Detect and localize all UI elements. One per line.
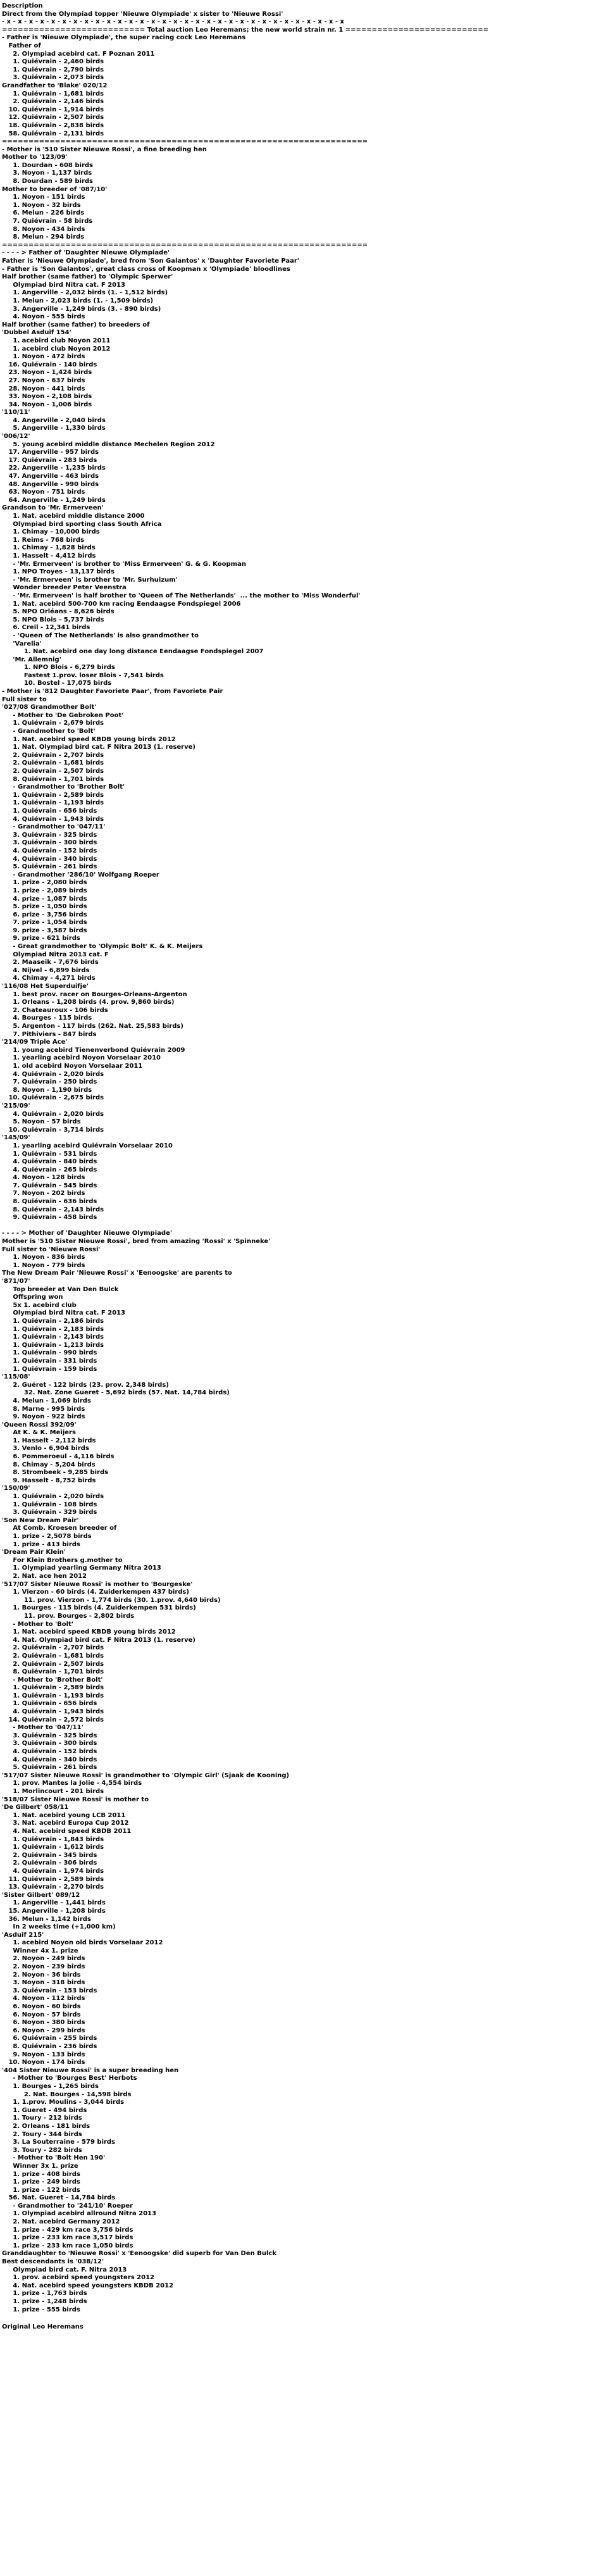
description-line: 2. Nat. Bourges - 14,598 birds xyxy=(2,2091,132,2098)
description-line: Best descendants is '038/12' xyxy=(2,2258,104,2266)
description-line: 1. Quiévrain - 331 birds xyxy=(2,1357,97,1365)
description-line: 1. Quiévrain - 1,681 birds xyxy=(2,90,104,97)
description-line: 17. Angerville - 957 birds xyxy=(2,449,99,456)
description-line: 27. Noyon - 637 birds xyxy=(2,377,85,384)
description-line: 1. Reims - 768 birds xyxy=(2,536,85,544)
description-line: 9. Hasselt - 8,752 birds xyxy=(2,1477,96,1484)
description-line: 5. prize - 1,050 birds xyxy=(2,903,87,911)
description-line: 8. Quiévrain - 236 birds xyxy=(2,2043,97,2050)
description-line: 1. NPO Troyes - 13,137 birds xyxy=(2,568,115,576)
description-line: 4. Quiévrain - 152 birds xyxy=(2,1748,97,1756)
description-line: 6. Noyon - 60 birds xyxy=(2,2003,81,2011)
description-line: 4. Quiévrain - 1,943 birds xyxy=(2,815,104,823)
description-line: '150/09' xyxy=(2,1485,30,1492)
description-line: 36. Melun - 1,142 birds xyxy=(2,1915,91,1923)
description-line: - Grandmother to '047/11' xyxy=(2,823,106,831)
description-line: Fastest 1.prov. loser Blois - 7,541 birds xyxy=(2,672,164,679)
description-line: 4. Bourges - 115 birds xyxy=(2,1015,92,1022)
description-line: Grandfather to 'Blake' 020/12 xyxy=(2,82,108,89)
description-line: 4. Noyon - 128 birds xyxy=(2,1174,85,1182)
description-line: 2. Quiévrain - 2,707 birds xyxy=(2,751,104,759)
description-line: - Grandmother to 'Brother Bolt' xyxy=(2,784,125,791)
description-line: 9. Noyon - 133 birds xyxy=(2,2051,85,2058)
description-line: - Mother is '812 Daughter Favoriete Paar', from Favoriete Pair xyxy=(2,688,223,696)
description-line: 7. prize - 1,054 birds xyxy=(2,919,87,927)
description-line: '518/07 Sister Nieuwe Rossi' is mother to xyxy=(2,1796,149,1803)
description-line: 9. Quiévrain - 458 birds xyxy=(2,1214,97,1222)
description-line: 4. Melun - 1,069 birds xyxy=(2,1397,91,1404)
description-line: 2. Orleans - 181 birds xyxy=(2,2122,90,2130)
description-line: 1. Hasselt - 2,112 birds xyxy=(2,1437,96,1444)
description-line: 2. Quiévrain - 2,146 birds xyxy=(2,98,104,106)
description-line: 2. Quiévrain - 345 birds xyxy=(2,1851,97,1859)
description-line: 5. NPO Orléans - 8,626 birds xyxy=(2,608,115,616)
description-line: 47. Angerville - 463 birds xyxy=(2,473,99,480)
description-line: '027/08 Grandmother Bolt' xyxy=(2,704,97,711)
description-line: 4. prize - 1,087 birds xyxy=(2,895,87,903)
description-line: 56. Nat. Gueret - 14,784 birds xyxy=(2,2194,116,2202)
description-line: - 'Mr. Ermerveen' is half brother to 'Queen of The Netherlands' ... the mother to 'Miss Wonderful' xyxy=(2,592,361,599)
description-line: - 'Mr. Ermerveen' is brother to 'Miss Ermerveen' G. & G. Koopman xyxy=(2,560,246,568)
description-line: - Father is 'Nieuwe Olympiade', the super racing cock Leo Heremans xyxy=(2,34,246,42)
description-line: '871/07' xyxy=(2,1278,30,1285)
description-line: 1. Quiévrain - 2,186 birds xyxy=(2,1317,104,1325)
description-line: 12. Quiévrain - 2,507 birds xyxy=(2,114,104,122)
description-line: 8. Dourdan - 589 birds xyxy=(2,178,93,185)
description-line: 4. Nat. acebird speed KBDB 2011 xyxy=(2,1827,132,1835)
description-line: 2. Noyon - 249 birds xyxy=(2,1955,85,1963)
description-line: 1. Quiévrain - 1,193 birds xyxy=(2,1692,104,1699)
description-line: 1. Quiévrain - 2,020 birds xyxy=(2,1493,104,1501)
description-line: 4. Quiévrain - 2,020 birds xyxy=(2,1110,104,1118)
description-line: 1. prize - 429 km race 3,756 birds xyxy=(2,2226,133,2234)
description-line: 1. Nat. acebird speed KBDB young birds 2012 xyxy=(2,735,176,743)
description-line: 3. Nat. acebird Europa Cup 2012 xyxy=(2,1820,129,1827)
description-line: 58. Quiévrain - 2,131 birds xyxy=(2,130,104,137)
description-line: 1. Quiévrain - 2,589 birds xyxy=(2,1684,104,1692)
description-line: 1. Quiévrain - 990 birds xyxy=(2,1349,97,1357)
description-line: 17. Quiévrain - 283 birds xyxy=(2,456,97,464)
description-line: 4. Noyon - 555 birds xyxy=(2,313,85,321)
description-line: The New Dream Pair 'Nieuwe Rossi' x 'Eenoogske' are parents to xyxy=(2,1270,232,1277)
description-line: 5. Quiévrain - 261 birds xyxy=(2,1764,97,1772)
description-line: 1. best prov. racer on Bourges-Orleans-Argenton xyxy=(2,991,187,998)
description-line: - Great grandmother to 'Olympic Bolt' K. & K. Meijers xyxy=(2,943,203,951)
description-line: In 2 weeks time (+1,000 km) xyxy=(2,1923,116,1931)
description-line: 1. Quiévrain - 108 birds xyxy=(2,1501,97,1508)
description-line: 5. NPO Blois - 5,737 birds xyxy=(2,616,104,623)
description-line: 9. prize - 621 birds xyxy=(2,935,80,942)
description-line: 1. Dourdan - 608 birds xyxy=(2,161,93,169)
description-line: 14. Quiévrain - 2,572 birds xyxy=(2,1716,104,1723)
description-line: 4. Nijvel - 6,899 birds xyxy=(2,966,90,974)
description-line: 4. Nat. Olympiad bird cat. F Nitra 2013 (1. reserve) xyxy=(2,1636,195,1644)
description-line: 1. prize - 2,089 birds xyxy=(2,887,87,894)
description-line: Wonder breeder Peter Veenstra xyxy=(2,584,127,592)
description-line: 7. Pithiviers - 847 birds xyxy=(2,1030,97,1038)
description-line: 1. Morlincourt - 201 birds xyxy=(2,1788,104,1795)
description-line: Olympiad Nitra 2013 cat. F xyxy=(2,951,109,958)
description-line: Father is 'Nieuwe Olympiade', bred from 'Son Galantos' x 'Daughter Favoriete Paar' xyxy=(2,258,299,265)
description-line: - x - x - x - x - x - x - x - x - x - x - x - x - x - x - x - x - x - x - x - x - x - x - x - x - x - x - x - x - x - x - x xyxy=(2,18,344,26)
description-line: 1. Noyon - 472 birds xyxy=(2,353,85,361)
description-line: 1. acebird club Noyon 2012 xyxy=(2,345,111,353)
description-line: 'Asduif 215' xyxy=(2,1931,44,1939)
description-line: 8. Chimay - 5,204 birds xyxy=(2,1461,96,1468)
description-line: - Mother to 'Bolt Hen 190' xyxy=(2,2154,106,2162)
description-line: 8. Quiévrain - 1,701 birds xyxy=(2,1668,104,1676)
description-line: 10. Quiévrain - 1,914 birds xyxy=(2,106,104,113)
description-line: 1. acebird club Noyon 2011 xyxy=(2,337,111,344)
description-line: 1. Toury - 212 birds xyxy=(2,2115,82,2122)
description-line: Mother to breeder of '087/10' xyxy=(2,185,108,193)
description-line: 3. Quiévrain - 300 birds xyxy=(2,839,97,847)
description-line: 3. Angerville - 1,249 birds (3. - 890 birds) xyxy=(2,305,161,313)
description-line: 1. yearling acebird Noyon Vorselaar 2010 xyxy=(2,1054,161,1062)
description-line: 1. prize - 413 birds xyxy=(2,1541,80,1548)
description-line: 2. Chateauroux - 106 birds xyxy=(2,1006,108,1014)
description-line: 2. Toury - 344 birds xyxy=(2,2130,82,2138)
description-line: 22. Angerville - 1,235 birds xyxy=(2,465,106,472)
description-line: 1. Quiévrain - 2,790 birds xyxy=(2,66,104,73)
description-line: 1. Gueret - 494 birds xyxy=(2,2106,87,2114)
description-line: 64. Angerville - 1,249 birds xyxy=(2,496,106,504)
description-line: 33. Noyon - 2,108 birds xyxy=(2,393,92,401)
description-line: 63. Noyon - 751 birds xyxy=(2,489,85,496)
description-line: 'Dubbel Asduif 154' xyxy=(2,329,71,337)
description-line: 1. Noyon - 779 birds xyxy=(2,1261,85,1269)
description-line: '215/09' xyxy=(2,1102,30,1110)
description-line: 2. Nat. ace hen 2012 xyxy=(2,1572,87,1580)
description-line: 4. Quiévrain - 1,943 birds xyxy=(2,1708,104,1716)
description-line: 11. prov. Vierzon - 1,774 birds (30. 1.prov. 4,640 birds) xyxy=(2,1596,221,1604)
description-line: 1. Bourges - 1,265 birds xyxy=(2,2082,99,2090)
description-line: 8. Quiévrain - 636 birds xyxy=(2,1198,97,1206)
description-line: 1. Nat. acebird 500-700 km racing Eendaagse Fondspiegel 2006 xyxy=(2,600,241,608)
description-line: 2. Quiévrain - 2,507 birds xyxy=(2,768,104,775)
description-line: 16. Quiévrain - 140 birds xyxy=(2,361,97,368)
description-line: - Mother to 'Bolt' xyxy=(2,1620,73,1628)
description-line: Direct from the Olympiad topper 'Nieuwe Olympiade' x sister to 'Nieuwe Rossi' xyxy=(2,10,283,18)
description-line: 1. Noyon - 836 birds xyxy=(2,1254,85,1261)
description-line: 8. Strombeek - 9,285 birds xyxy=(2,1469,109,1477)
description-line: 5. young acebird middle distance Mechelen Region 2012 xyxy=(2,441,215,448)
document-footer: Original Leo Heremans xyxy=(2,2323,84,2330)
description-line: '145/09' xyxy=(2,1134,30,1142)
description-line: '006/12' xyxy=(2,433,30,441)
description-line: 1. acebird Noyon old birds Vorselaar 2012 xyxy=(2,1939,163,1947)
description-line: 6. Noyon - 380 birds xyxy=(2,2019,85,2027)
description-line: '214/09 Triple Ace' xyxy=(2,1039,68,1046)
description-line: 28. Noyon - 441 birds xyxy=(2,385,85,392)
description-line: ===================================================================== xyxy=(2,241,368,249)
description-line: 18. Quiévrain - 2,838 birds xyxy=(2,122,104,129)
description-line: =========================== Total auction Leo Heremans; the new world strain nr. 1 =========================== xyxy=(2,26,488,34)
description-line: - Father is 'Son Galantos', great class cross of Koopman x 'Olympiade' bloodlines xyxy=(2,265,290,273)
description-line: 8. Noyon - 434 birds xyxy=(2,225,85,233)
description-line: - Grandmother '286/10' Wolfgang Roeper xyxy=(2,871,159,878)
description-line: 1. Hasselt - 4,412 birds xyxy=(2,552,96,560)
description-line: Olympiad bird sporting class South Africa xyxy=(2,520,162,528)
description-line: 32. Nat. Zone Gueret - 5,692 birds (57. Nat. 14,784 birds) xyxy=(2,1389,230,1397)
description-line: - 'Queen of The Netherlands' is also grandmother to xyxy=(2,632,199,639)
description-line: '116/08 Het Superduifje' xyxy=(2,983,89,991)
description-line: For Klein Brothers g.mother to xyxy=(2,1556,123,1564)
description-line xyxy=(2,1222,601,1230)
description-line: 5. Quiévrain - 261 birds xyxy=(2,863,97,871)
description-line: 'Varelia' xyxy=(2,640,42,647)
description-line: 3. Venlo - 6,904 birds xyxy=(2,1445,89,1453)
description-line: - Mother to '047/11' xyxy=(2,1724,84,1732)
description-line: 6. Noyon - 57 birds xyxy=(2,2011,81,2018)
description-line: 4. Chimay - 4,271 birds xyxy=(2,975,96,982)
description-line: Half brother (same father) to breeders of xyxy=(2,321,150,328)
description-line: - - - - > Father of 'Daughter Nieuwe Olympiade' xyxy=(2,249,170,257)
description-line: 7. Noyon - 202 birds xyxy=(2,1190,85,1197)
description-line: 1. Olympiad acebird allround Nitra 2013 xyxy=(2,2210,156,2218)
description-line: 15. Angerville - 1,208 birds xyxy=(2,1907,106,1915)
description-line: 3. Quiévrain - 300 birds xyxy=(2,1740,97,1748)
description-line: 10. Quiévrain - 3,714 birds xyxy=(2,1126,104,1134)
description-line: 1. Quiévrain - 1,193 birds xyxy=(2,799,104,807)
description-line: 23. Noyon - 1,424 birds xyxy=(2,369,92,377)
description-line: 1. Chimay - 10,000 birds xyxy=(2,528,100,536)
description-line: 1. Quiévrain - 2,460 birds xyxy=(2,58,104,66)
description-line: 'Sister Gilbert' 089/12 xyxy=(2,1891,80,1899)
description-line: ===================================================================== xyxy=(2,138,368,146)
description-line: 7. Quiévrain - 545 birds xyxy=(2,1182,97,1189)
description-line: 5. Angerville - 1,330 birds xyxy=(2,425,106,432)
description-line: 1. Quiévrain - 531 birds xyxy=(2,1150,97,1158)
description-line: 11. prov. Bourges - 2,802 birds xyxy=(2,1612,135,1620)
description-line: 1. prize - 2,5078 birds xyxy=(2,1533,92,1540)
description-line: 1. prize - 233 km race 1,050 birds xyxy=(2,2242,133,2249)
description-line: 5. Noyon - 57 birds xyxy=(2,1118,81,1126)
description-line: 1. Quiévrain - 2,183 birds xyxy=(2,1325,104,1333)
description-line: 2. Quiévrain - 2,707 birds xyxy=(2,1644,104,1652)
description-line: 4. Quiévrain - 840 birds xyxy=(2,1158,97,1166)
description-line: 9. prize - 3,587 birds xyxy=(2,927,87,934)
description-line: 1. prize - 1,763 birds xyxy=(2,2290,87,2298)
description-line: 1. Orleans - 1,208 birds (4. prov. 9,860 birds) xyxy=(2,999,175,1006)
description-line: 1. Quiévrain - 1,213 birds xyxy=(2,1341,104,1349)
description-line: 3. Toury - 282 birds xyxy=(2,2146,82,2154)
description-line: 2. Maaseik - 7,676 birds xyxy=(2,959,99,966)
description-line: Winner 4x 1. prize xyxy=(2,1947,78,1954)
description-line: 6. Noyon - 299 birds xyxy=(2,2027,85,2034)
description-line: 4. Quiévrain - 265 birds xyxy=(2,1166,97,1173)
description-line: '517/07 Sister Nieuwe Rossi' is grandmother to 'Olympic Girl' (Sjaak de Kooning) xyxy=(2,1772,290,1779)
description-line: 48. Angerville - 990 birds xyxy=(2,480,99,488)
description-line: '110/11' xyxy=(2,409,30,416)
description-line: 8. Melun - 294 birds xyxy=(2,234,85,241)
description-line: 1. NPO Blois - 6,279 birds xyxy=(2,664,115,672)
description-line: 1. Noyon - 151 birds xyxy=(2,194,85,201)
description-line: 3. Quiévrain - 325 birds xyxy=(2,1732,97,1739)
description-line: 2. Guéret - 122 birds (23. prov. 2,348 birds) xyxy=(2,1381,169,1389)
description-line: 8. Quiévrain - 1,701 birds xyxy=(2,775,104,783)
description-line: 1. Melun - 2,023 birds (1. - 1,509 birds) xyxy=(2,297,154,304)
description-line: 1. prize - 249 birds xyxy=(2,2179,80,2186)
description-lines xyxy=(2,11,601,2322)
description-line: 4. Quiévrain - 340 birds xyxy=(2,1756,97,1763)
description-line: 2. Nat. acebird Germany 2012 xyxy=(2,2218,120,2226)
description-line: - Grandmother to 'Bolt' xyxy=(2,728,96,735)
description-line: 'Queen Rossi 392/09' xyxy=(2,1421,77,1429)
description-line: 4. Noyon - 112 birds xyxy=(2,1995,85,2003)
description-line: 1. Quiévrain - 1,612 birds xyxy=(2,1844,104,1851)
document-heading: Description xyxy=(2,3,43,9)
description-line: 4. Nat. acebird speed youngsters KBDB 2012 xyxy=(2,2282,174,2289)
description-line: 1. Quiévrain - 2,679 birds xyxy=(2,720,104,727)
description-line: 1. Chimay - 1,828 birds xyxy=(2,544,96,552)
description-line: 1. prize - 555 birds xyxy=(2,2306,80,2313)
description-line: 'Mr. Allemnig' xyxy=(2,656,61,663)
description-line: Granddaughter to 'Nieuwe Rossi' x 'Eenoogske' did superb for Van Den Bulck xyxy=(2,2250,276,2258)
description-line: 1. old acebird Noyon Vorselaar 2011 xyxy=(2,1062,143,1070)
description-line: 6. Creil - 12,341 birds xyxy=(2,624,90,632)
description-line: 3. Noyon - 1,137 birds xyxy=(2,170,92,177)
description-line: 1. prize - 408 birds xyxy=(2,2170,80,2178)
description-line: 1. Quiévrain - 1,843 birds xyxy=(2,1835,104,1843)
description-line: 'Son New Dream Pair' xyxy=(2,1516,79,1524)
description-line xyxy=(2,2314,601,2322)
description-line: 6. prize - 3,756 birds xyxy=(2,911,87,918)
description-line: 'De Gilbert' 058/11 xyxy=(2,1804,69,1811)
description-line: 1. Nat. acebird speed KBDB young birds 2012 xyxy=(2,1629,176,1636)
description-line: 1. Nat. Olympiad bird cat. F Nitra 2013 (1. reserve) xyxy=(2,744,195,751)
description-line: 2. Noyon - 36 birds xyxy=(2,1971,81,1979)
description-line: 8. Noyon - 1,190 birds xyxy=(2,1086,92,1094)
description-line: Winner 3x 1. prize xyxy=(2,2162,78,2170)
description-line: 1. prize - 122 birds xyxy=(2,2186,80,2194)
description-line: 2. Noyon - 239 birds xyxy=(2,1963,85,1971)
description-line: 2. Quiévrain - 306 birds xyxy=(2,1860,97,1867)
description-line: Offspring won xyxy=(2,1294,63,1301)
description-line: - Mother to 'De Gebroken Poot' xyxy=(2,711,124,719)
description-line: 1. prize - 2,080 birds xyxy=(2,879,87,887)
description-line: 2. Quiévrain - 2,507 birds xyxy=(2,1660,104,1668)
description-line: Mother to '123/09' xyxy=(2,154,68,161)
description-line: 4. Quiévrain - 2,020 birds xyxy=(2,1070,104,1078)
description-line: Olympiad bird Nitra cat. F 2013 xyxy=(2,281,126,289)
description-line: Half brother (same father) to 'Olympic Sperwer' xyxy=(2,273,173,281)
description-line: 8. Quiévrain - 2,143 birds xyxy=(2,1206,104,1213)
description-line: Top breeder at Van Den Bulck xyxy=(2,1285,119,1293)
description-line: Full sister to xyxy=(2,696,47,703)
description-line: 7. Quiévrain - 58 birds xyxy=(2,218,93,225)
description-line: 9. Noyon - 922 birds xyxy=(2,1413,85,1421)
description-line: - Mother to 'Brother Bolt' xyxy=(2,1676,103,1684)
description-line: 1. Quiévrain - 656 birds xyxy=(2,1700,97,1708)
description-line: 1. Olympiad yearling Germany Nitra 2013 xyxy=(2,1565,161,1572)
description-line: 1. Vierzon - 60 birds (4. Zuiderkempen 437 birds) xyxy=(2,1589,189,1596)
description-line: 13. Quiévrain - 2,270 birds xyxy=(2,1884,104,1891)
description-line: 3. Quiévrain - 153 birds xyxy=(2,1987,97,1994)
description-line: 1. Nat. acebird one day long distance Eendaagse Fondspiegel 2007 xyxy=(2,648,264,656)
description-line: 3. Quiévrain - 325 birds xyxy=(2,831,97,839)
description-line: - - - - > Mother of 'Daughter Nieuwe Olympiade' xyxy=(2,1230,172,1237)
description-line: 1. Bourges - 115 birds (4. Zuiderkempen 531 birds) xyxy=(2,1604,196,1612)
description-line: 7. Quiévrain - 250 birds xyxy=(2,1079,97,1086)
description-line: Olympiad bird Nitra cat. F 2013 xyxy=(2,1310,126,1317)
description-line: 6. Quiévrain - 255 birds xyxy=(2,2035,97,2042)
description-line: 1. 1.prov. Moulins - 3,044 birds xyxy=(2,2099,125,2106)
description-line: 8. Marne - 995 birds xyxy=(2,1405,85,1413)
description-line: - 'Mr. Ermerveen' is brother to 'Mr. Surhuizum' xyxy=(2,576,178,584)
description-line: 6. Melun - 226 birds xyxy=(2,209,85,217)
description-line: 4. Quiévrain - 1,974 birds xyxy=(2,1867,104,1875)
description-line: 2. Olympiad acebird cat. F Poznan 2011 xyxy=(2,50,155,58)
description-line: 1. Quiévrain - 656 birds xyxy=(2,807,97,815)
description-line: 1. Nat. acebird young LCB 2011 xyxy=(2,1811,126,1819)
description-line: 34. Noyon - 1,006 birds xyxy=(2,401,92,408)
description-line: 1. Angerville - 2,032 birds (1. - 1,512 birds) xyxy=(2,289,168,297)
description-line: 5x 1. acebird club xyxy=(2,1301,77,1309)
description-line: 3. Quiévrain - 329 birds xyxy=(2,1509,97,1516)
description-line: 3. Quiévrain - 2,073 birds xyxy=(2,74,104,82)
description-line: 5. Argenton - 117 birds (262. Nat. 25,583 birds) xyxy=(2,1023,183,1030)
description-line: 1. prov. Mantes la Jolie - 4,554 birds xyxy=(2,1780,142,1787)
description-line: 1. Angerville - 1,441 birds xyxy=(2,1899,106,1907)
description-line: Mother is '510 Sister Nieuwe Rossi', bred from amazing 'Rossi' x 'Spinneke' xyxy=(2,1238,271,1246)
description-line: '517/07 Sister Nieuwe Rossi' is mother to 'Bourgeske' xyxy=(2,1580,193,1588)
description-line: - Grandmother to '241/10' Roeper xyxy=(2,2202,133,2210)
description-line: 1. Quiévrain - 159 birds xyxy=(2,1365,97,1373)
description-line: Father of xyxy=(2,42,41,49)
description-line: 1. Noyon - 32 birds xyxy=(2,201,81,209)
description-line: 1. Quiévrain - 2,589 birds xyxy=(2,791,104,799)
description-line: Full sister to 'Nieuwe Rossi' xyxy=(2,1246,101,1253)
description-line: At Comb. Kroesen breeder of xyxy=(2,1525,117,1532)
description-line: 4. Quiévrain - 340 birds xyxy=(2,855,97,863)
description-line: 1. yearling acebird Quiévrain Vorselaar 2010 xyxy=(2,1142,173,1149)
description-line: 3. Noyon - 318 birds xyxy=(2,1979,85,1987)
description-line: 1. prov. acebird speed youngsters 2012 xyxy=(2,2274,155,2282)
description-line: 4. Angerville - 2,040 birds xyxy=(2,416,106,424)
description-line: 4. Quiévrain - 152 birds xyxy=(2,847,97,854)
description-line: 2. Quiévrain - 1,681 birds xyxy=(2,760,104,767)
description-line: '404 Sister Nieuwe Rossi' is a super breeding hen xyxy=(2,2066,179,2074)
description-line: 1. Nat. acebird middle distance 2000 xyxy=(2,513,145,520)
description-line: Grandson to 'Mr. Ermerveen' xyxy=(2,504,104,512)
description-line: 10. Quiévrain - 2,675 birds xyxy=(2,1094,104,1102)
description-line: 11. Quiévrain - 2,589 birds xyxy=(2,1875,104,1883)
description-line: '115/08' xyxy=(2,1373,30,1381)
description-line: 1. prize - 1,248 birds xyxy=(2,2298,87,2305)
description-line: 10. Noyon - 174 birds xyxy=(2,2059,85,2066)
description-line: 2. Quiévrain - 1,681 birds xyxy=(2,1652,104,1660)
description-line: 'Dream Pair Klein' xyxy=(2,1549,66,1556)
description-line: 1. young acebird Tienenverbond Quiévrain 2009 xyxy=(2,1046,185,1054)
description-line: 3. La Souterraine - 579 birds xyxy=(2,2139,116,2146)
description-line: - Mother is '510 Sister Nieuwe Rossi', a fine breeding hen xyxy=(2,146,207,153)
description-line: 1. Quiévrain - 2,143 birds xyxy=(2,1334,104,1341)
description-line: Olympiad bird cat. F. Nitra 2013 xyxy=(2,2266,127,2273)
description-line: 10. Bostel - 17,075 birds xyxy=(2,680,112,687)
description-line: At K. & K. Meijers xyxy=(2,1429,76,1437)
description-line: - Mother to 'Bourges Best' Herbots xyxy=(2,2075,137,2082)
description-line: 1. prize - 233 km race 3,517 birds xyxy=(2,2234,133,2242)
description-line: 6. Pommeroeul - 4,116 birds xyxy=(2,1453,115,1461)
